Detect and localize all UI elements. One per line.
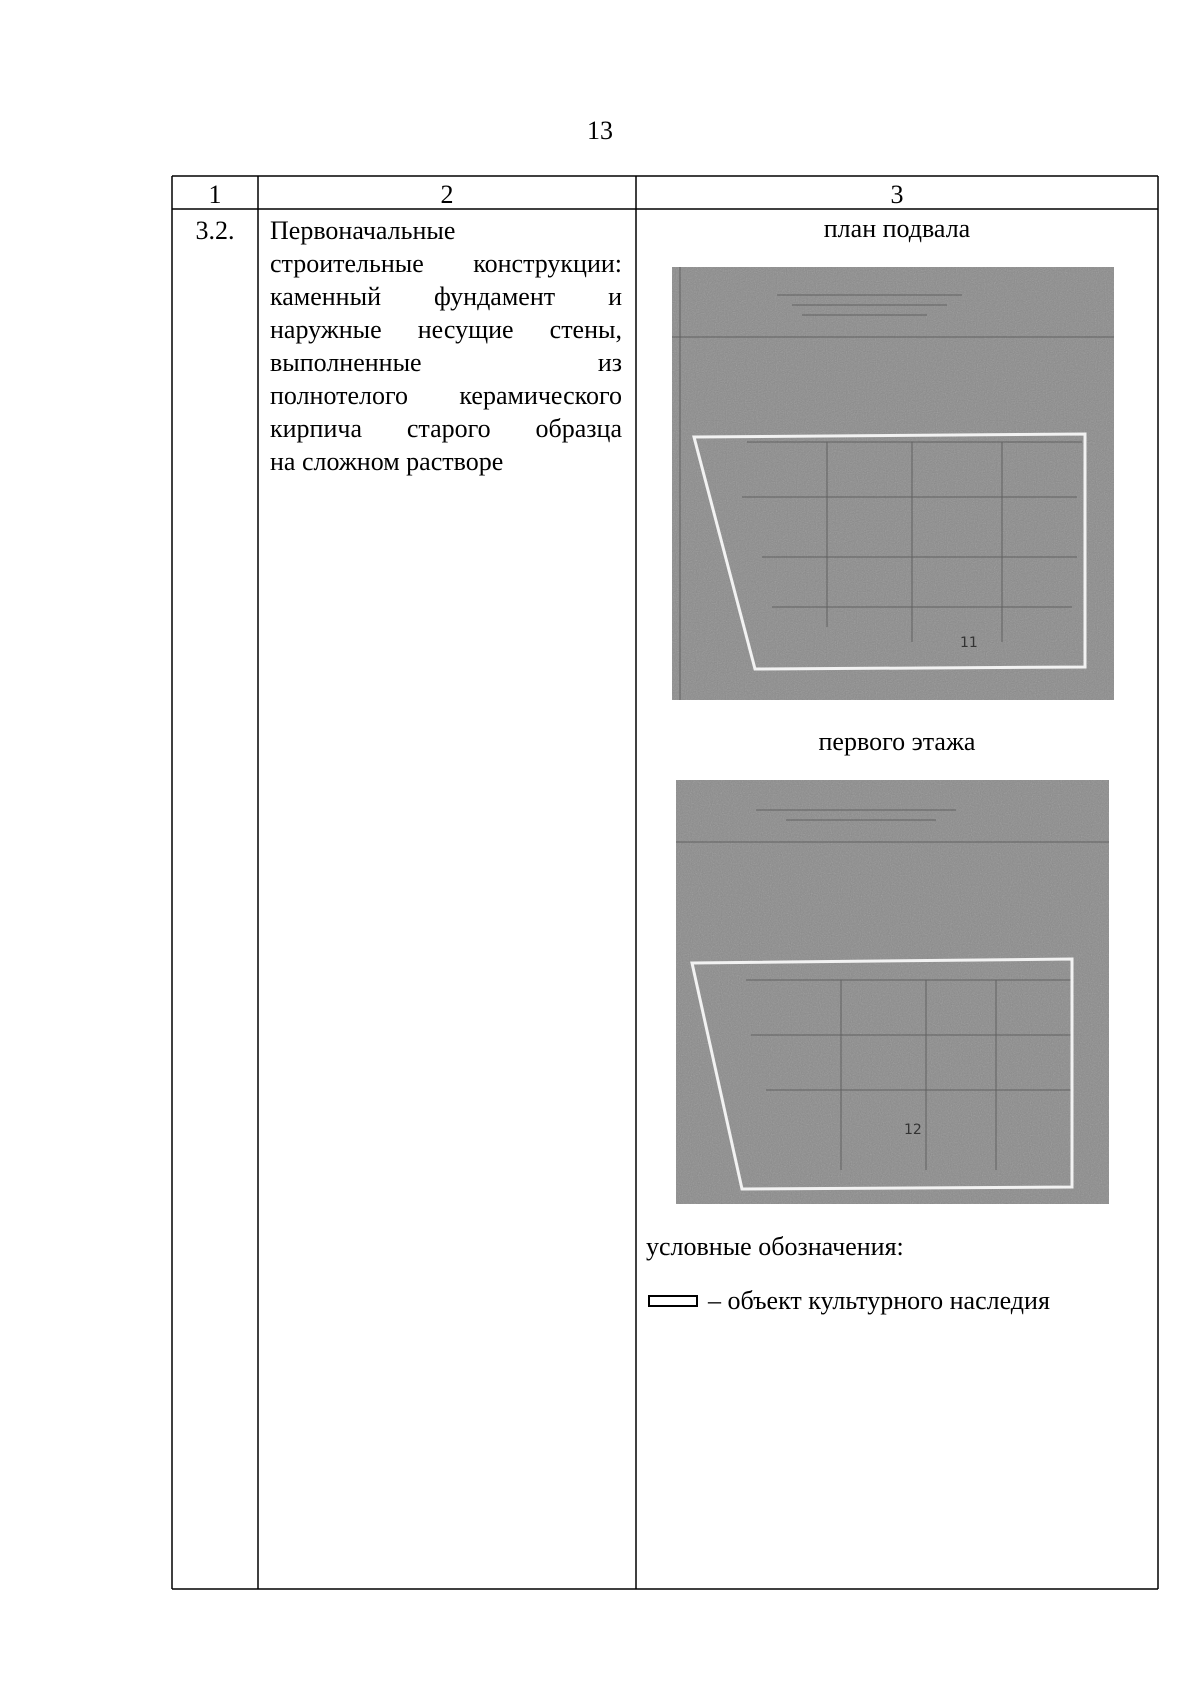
row-number: 3.2.	[195, 216, 235, 245]
description-word: кирпича	[270, 414, 362, 443]
basement-plan-image	[672, 267, 1114, 700]
caption-basement-plan: план подвала	[823, 214, 971, 243]
page-number: 13	[587, 116, 613, 145]
first-floor-plan-image	[676, 780, 1109, 1204]
column-header-3: 3	[890, 180, 904, 209]
description-word: строительные	[270, 249, 424, 278]
column-header-2: 2	[440, 180, 454, 209]
description-word: старого	[406, 414, 491, 443]
description-line	[270, 247, 622, 280]
description-line	[270, 445, 622, 478]
description-line	[270, 412, 622, 445]
description-word: на сложном растворе	[270, 447, 504, 476]
description-word: Первоначальные	[270, 216, 456, 245]
legend-title: условные обозначения:	[646, 1232, 904, 1261]
description-line	[270, 313, 622, 346]
plan-label: 11	[960, 635, 978, 651]
plan-label: 12	[904, 1122, 922, 1138]
description-word: стены,	[549, 315, 622, 344]
description-line	[270, 346, 622, 379]
legend-item	[646, 1286, 1050, 1316]
description-line	[270, 280, 622, 313]
description-word: наружные	[270, 315, 382, 344]
description-word: полнотелого	[270, 381, 409, 410]
description-word: каменный	[270, 282, 381, 311]
description-line	[270, 214, 622, 247]
description-word: керамического	[459, 381, 622, 410]
description-word: из	[597, 348, 622, 377]
description-word: выполненные	[270, 348, 422, 377]
legend-swatch	[648, 1295, 698, 1307]
description-word: и	[608, 282, 622, 311]
description-word: образца	[535, 414, 622, 443]
description-text	[270, 214, 622, 478]
description-word: несущие	[417, 315, 514, 344]
description-word: конструкции:	[473, 249, 622, 278]
description-word: фундамент	[433, 282, 556, 311]
caption-first-floor-plan: первого этажа	[818, 727, 976, 756]
column-header-1: 1	[208, 180, 222, 209]
description-line	[270, 379, 622, 412]
legend-label: – объект культурного наследия	[708, 1286, 1050, 1315]
